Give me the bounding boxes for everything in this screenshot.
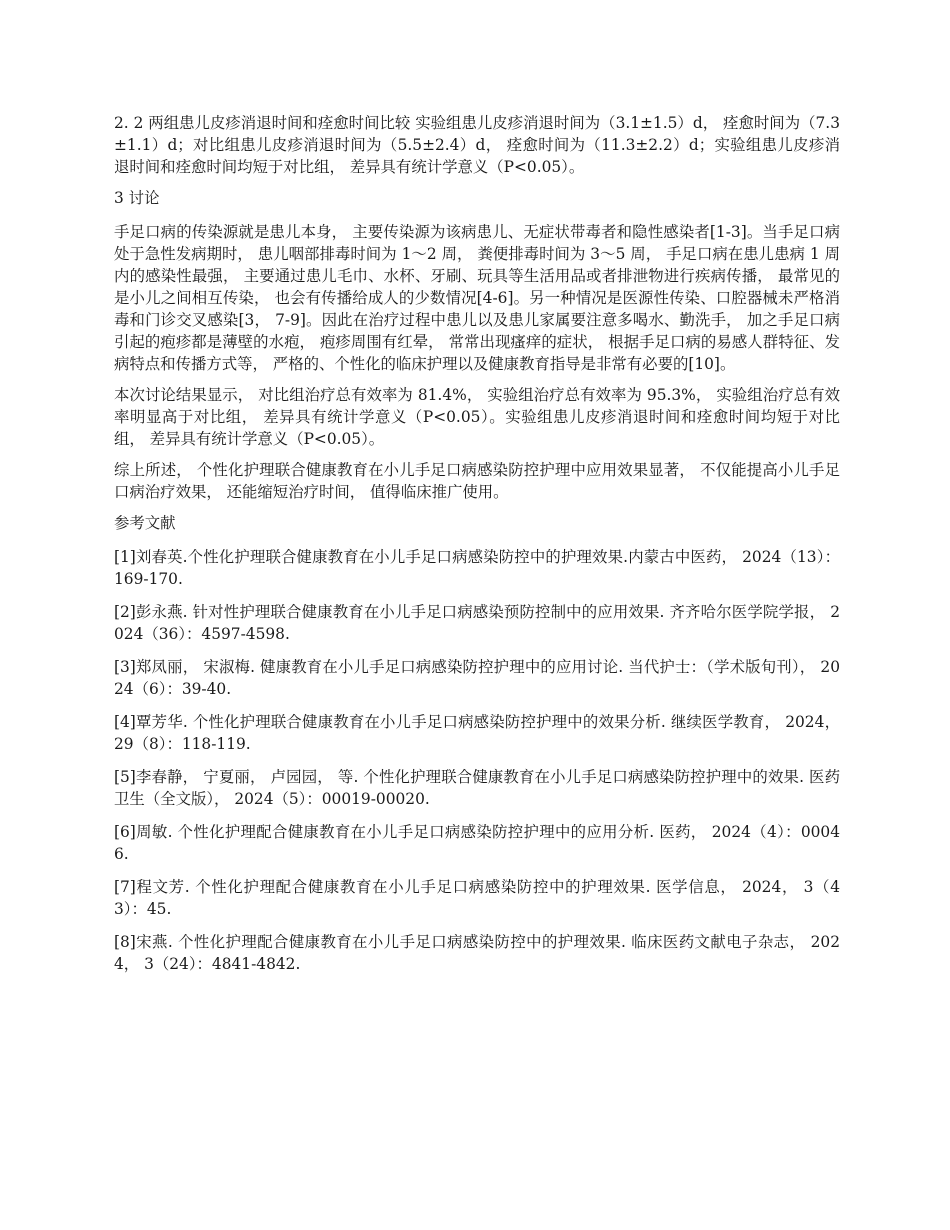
reference-item: [5]李春静， 宁夏丽， 卢园园， 等. 个性化护理联合健康教育在小儿手足口病感染防控护理中的效果. 医药卫生（全文版）， 2024（5）：00019-00020. [114,768,840,808]
reference-item: [1]刘春英.个性化护理联合健康教育在小儿手足口病感染防控中的护理效果.内蒙古中医药， 2024（13）：169-170. [114,548,840,588]
reference-item: [2]彭永燕. 针对性护理联合健康教育在小儿手足口病感染预防控制中的应用效果. 齐齐哈尔医学院学报， 2024（36）：4597-4598. [114,603,840,643]
reference-item: [4]覃芳华. 个性化护理联合健康教育在小儿手足口病感染防控护理中的效果分析. 继续医学教育， 2024， 29（8）：118-119. [114,713,840,753]
reference-item: [8]宋燕. 个性化护理配合健康教育在小儿手足口病感染防控中的护理效果. 临床医药文献电子杂志， 2024， 3（24）：4841-4842. [114,933,840,973]
document-page [114,112,840,986]
conclusion-paragraph: 综上所述， 个性化护理联合健康教育在小儿手足口病感染防控护理中应用效果显著， 不仅能提高小儿手足口病治疗效果， 还能缩短治疗时间， 值得临床推广使用。 [114,461,840,501]
references-heading: 参考文献 [114,514,176,532]
reference-item: [7]程文芳. 个性化护理配合健康教育在小儿手足口病感染防控中的护理效果. 医学信息， 2024， 3（43）：45. [114,878,840,918]
discussion-paragraph: 手足口病的传染源就是患儿本身， 主要传染源为该病患儿、无症状带毒者和隐性感染者[1-3]。当手足口病处于急性发病期时， 患儿咽部排毒时间为 1～2 周， 粪便排毒时间为 3～5 周， 手足口病在患儿患病 1 周内的感染性最强， 主要通过患儿毛巾、水杯、牙刷、玩具等生活用品或者排泄物进行疾病传播， 最常见的是小儿之间相互传染， 也会有传播给成人的少数情况[4-6]。另一种情况是医源性传染、口腔器械未严格消毒和门诊交叉感染[3， 7-9]。因此在治疗过程中患儿以及患儿家属要注意多喝水、勤洗手， 加之手足口病引起的疱疹都是薄壁的水疱， 疱疹周围有红晕， 常常出现瘙痒的症状， 根据手足口病的易感人群特征、发病特点和传播方式等， 严格的、个性化的临床护理以及健康教育指导是非常有必要的[10]。 [114,223,840,373]
reference-item: [3]郑凤丽， 宋淑梅. 健康教育在小儿手足口病感染防控护理中的应用讨论. 当代护士：（学术版旬刊）， 2024（6）：39-40. [114,658,840,698]
discussion-heading: 3 讨论 [114,189,160,207]
reference-item: [6]周敏. 个性化护理配合健康教育在小儿手足口病感染防控护理中的应用分析. 医药， 2024（4）：00046. [114,823,840,863]
section-2-2-paragraph: 2. 2 两组患儿皮疹消退时间和痊愈时间比较 实验组患儿皮疹消退时间为（3.1±1.5）d， 痊愈时间为（7.3±1.1）d；对比组患儿皮疹消退时间为（5.5±2.4）d， 痊愈时间为（11.3±2.2）d；实验组患儿皮疹消退时间和痊愈时间均短于对比组， 差异具有统计学意义（P<0.05）。 [114,114,840,176]
discussion-paragraph: 本次讨论结果显示， 对比组治疗总有效率为 81.4%， 实验组治疗总有效率为 95.3%， 实验组治疗总有效率明显高于对比组， 差异具有统计学意义（P<0.05）。实验组患儿皮疹消退时间和痊愈时间均短于对比组， 差异具有统计学意义（P<0.05）。 [114,386,840,448]
